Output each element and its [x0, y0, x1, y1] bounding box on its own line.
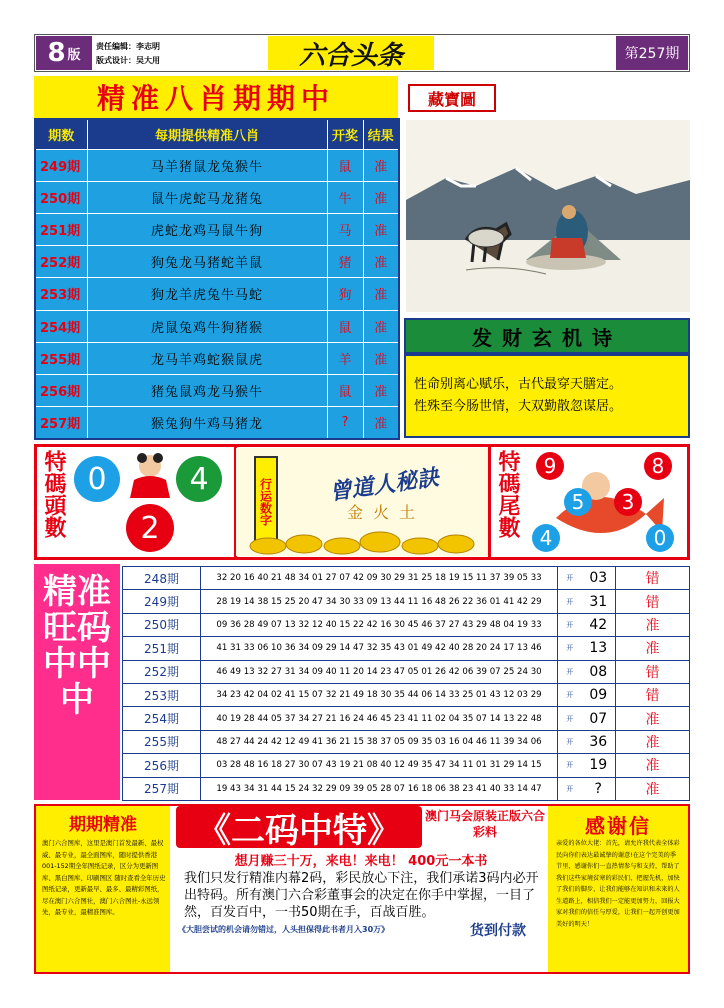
wang-ma-row: [123, 613, 690, 636]
wang-ma-draw-prefix: 开: [558, 683, 582, 706]
wang-ma-draw: 42: [582, 613, 616, 636]
wang-ma-result: 错: [616, 683, 690, 706]
edition-badge: [36, 36, 92, 70]
wang-ma-period: 248期: [123, 567, 201, 590]
wang-ma-draw-prefix: 开: [558, 590, 582, 613]
wang-ma-draw-prefix: 开: [558, 637, 582, 660]
wang-ma-numbers: 34 23 42 04 02 41 15 07 32 21 49 18 30 35 44 06 14 33 25 01 43 12 03 29: [201, 683, 558, 706]
promo-paragraph: 我们只发行精准内幕2码，彩民放心下注，我们承诺3码内必开出特码。所有澳门六合彩董事会的决定在你手中掌握，一目了然，百发百中，一书50期在手，百战百胜。: [184, 871, 539, 920]
poem-body: [404, 354, 690, 438]
wang-ma-row: [123, 567, 690, 590]
wang-ma-numbers: 48 27 44 24 42 12 49 41 36 21 15 38 37 05 09 35 03 16 04 46 11 39 34 06: [201, 730, 558, 753]
wang-ma-draw: 03: [582, 567, 616, 590]
zodiac-period: 249期: [35, 149, 87, 181]
macau-label: 澳门马会原装正版六合彩料: [424, 809, 545, 839]
thank-you-title: 感谢信: [585, 814, 651, 838]
wang-ma-numbers: 41 31 33 06 10 36 34 09 29 14 47 32 35 43 01 49 42 40 28 20 24 17 13 46: [201, 637, 558, 660]
wang-ma-result: 错: [616, 660, 690, 683]
wang-ma-row: [123, 730, 690, 753]
zodiac-list: 虎蛇龙鸡马鼠牛狗: [87, 213, 327, 245]
zodiac-row: [35, 181, 399, 213]
zodiac-list: 虎鼠兔鸡牛狗猪猴: [87, 310, 327, 342]
thank-you-text: 亲爱的各位大佬：首先，请允许我代表全体彩民向你们表达最诚挚的谢意!在这个完美的季节里，感谢你们一直热情参与和支持，帮助了我们这些家境贫寒的彩民们，把握先机，加快了我们的脚步，让我们能够在知识和未来的人生道路上，相信我们一定能更加努力，回报大家对我们的信任与厚爱，让我们一起开创更加美好的明天！: [556, 840, 680, 928]
zodiac-draw: 鼠: [327, 310, 363, 342]
wang-ma-row: [123, 637, 690, 660]
zodiac-row: [35, 310, 399, 342]
zodiac-row: [35, 246, 399, 278]
zodiac-row: [35, 375, 399, 407]
wang-ma-period: 251期: [123, 637, 201, 660]
treasure-map-picture: [406, 120, 690, 312]
zodiac-period: 251期: [35, 213, 87, 245]
wang-ma-draw-prefix: 开: [558, 777, 582, 800]
band-divider: [488, 444, 491, 560]
wang-ma-draw: 08: [582, 660, 616, 683]
wang-ma-period: 252期: [123, 660, 201, 683]
zodiac-draw: 鼠: [327, 149, 363, 181]
poem-line-1: 性命别离心赋乐，古代最穿天膳定。: [414, 377, 623, 392]
wang-ma-row: [123, 707, 690, 730]
editor-credits: [96, 40, 160, 68]
zodiac-list: 狗龙羊虎兔牛马蛇: [87, 278, 327, 310]
wang-ma-result: 准: [616, 730, 690, 753]
zodiac-list: 马羊猪鼠龙兔猴牛: [87, 149, 327, 181]
wang-ma-numbers: 19 43 34 31 44 15 24 32 29 09 39 05 28 07 16 18 06 38 23 41 40 33 14 47: [201, 777, 558, 800]
zodiac-period: 250期: [35, 181, 87, 213]
tail-ball-1: 9: [536, 452, 564, 480]
tail-numbers-title: 特碼尾數: [495, 450, 520, 538]
wang-ma-numbers: 03 28 48 16 18 27 30 07 43 19 21 08 40 12 49 35 47 34 11 01 31 29 14 15: [201, 754, 558, 777]
wang-ma-draw: 13: [582, 637, 616, 660]
zodiac-list: 狗兔龙马猪蛇羊鼠: [87, 246, 327, 278]
wang-ma-draw: 09: [582, 683, 616, 706]
wang-ma-title: 精准旺码中中中: [34, 564, 120, 800]
tail-ball-2: 8: [644, 452, 672, 480]
cash-on-delivery: 货到付款: [470, 923, 526, 939]
two-code-title: 《二码中特》: [176, 806, 422, 848]
eight-zodiac-table: [34, 118, 400, 440]
wang-ma-numbers: 09 36 28 49 07 13 32 12 40 15 22 42 16 30 45 46 37 27 43 29 48 04 19 33: [201, 613, 558, 636]
wang-ma-row: [123, 777, 690, 800]
head-numbers-title: 特碼頭數: [41, 450, 66, 538]
wang-ma-draw-prefix: 开: [558, 660, 582, 683]
wang-ma-draw-prefix: 开: [558, 567, 582, 590]
zodiac-draw: ?: [327, 407, 363, 439]
brand-title: 六合头条: [268, 36, 434, 70]
zodiac-list: 鼠牛虎蛇马龙猪兔: [87, 181, 327, 213]
wang-ma-numbers: 32 20 16 40 21 48 34 01 27 07 42 09 30 29 31 25 18 19 15 11 37 39 05 33: [201, 567, 558, 590]
col-result: 结果: [363, 119, 399, 149]
zodiac-period: 255期: [35, 342, 87, 374]
wang-ma-result: 准: [616, 754, 690, 777]
secret-title: 曾道人秘訣: [328, 465, 441, 506]
wang-ma-row: [123, 590, 690, 613]
edition-number: 8: [47, 38, 66, 68]
zodiac-result: 准: [363, 149, 399, 181]
wang-ma-period: 249期: [123, 590, 201, 613]
left-info-title: 期期精准: [69, 815, 137, 835]
edition-unit: 版: [67, 47, 81, 63]
wang-ma-draw-prefix: 开: [558, 754, 582, 777]
zodiac-draw: 猪: [327, 246, 363, 278]
zodiac-draw: 羊: [327, 342, 363, 374]
tail-ball-3: 5: [564, 488, 592, 516]
wang-ma-result: 准: [616, 777, 690, 800]
poem-line-2: 性殊至今肠世情，大双勤散忽谋居。: [414, 399, 623, 414]
child-mascot-icon: [120, 450, 180, 500]
wang-ma-result: 准: [616, 613, 690, 636]
tail-ball-4: 3: [614, 488, 642, 516]
wang-ma-numbers: 40 19 28 44 05 37 34 27 21 16 24 46 45 23 41 11 02 04 35 07 14 13 22 48: [201, 707, 558, 730]
wang-ma-draw: ?: [582, 777, 616, 800]
zodiac-result: 准: [363, 278, 399, 310]
wang-ma-row: [123, 660, 690, 683]
wang-ma-draw-prefix: 开: [558, 707, 582, 730]
wang-ma-table: [122, 566, 690, 801]
wang-ma-period: 254期: [123, 707, 201, 730]
zodiac-row: [35, 278, 399, 310]
wang-ma-period: 253期: [123, 683, 201, 706]
zodiac-list: 猪兔鼠鸡龙马猴牛: [87, 375, 327, 407]
zodiac-row: [35, 342, 399, 374]
wang-ma-draw: 36: [582, 730, 616, 753]
zodiac-row: [35, 149, 399, 181]
wang-ma-numbers: 28 19 14 38 15 25 20 47 34 30 33 09 13 44 11 16 48 26 22 36 01 41 42 29: [201, 590, 558, 613]
wang-ma-draw: 31: [582, 590, 616, 613]
zodiac-result: 准: [363, 342, 399, 374]
wang-ma-draw: 19: [582, 754, 616, 777]
poem-title: 发财玄机诗: [404, 318, 690, 354]
wang-ma-draw-prefix: 开: [558, 730, 582, 753]
designer-line: 版式设计：吴大用: [96, 56, 160, 65]
zodiac-row: [35, 213, 399, 245]
treasure-map-label: 藏寶圖: [408, 84, 496, 112]
zodiac-list: 龙马羊鸡蛇猴鼠虎: [87, 342, 327, 374]
gold-ingots-icon: [244, 522, 480, 556]
zodiac-period: 256期: [35, 375, 87, 407]
zodiac-draw: 马: [327, 213, 363, 245]
zodiac-result: 准: [363, 407, 399, 439]
wang-ma-period: 257期: [123, 777, 201, 800]
tail-ball-5: 4: [532, 524, 560, 552]
left-info-text: 澳门六合图库，这里是澳门首发最新、最权威、最专业，最全面图库，随时提供香港001-152期全年图纸记录，区分为更新图库、黑白图库、印刷图区 随时查看全年历史图纸记录，更新最早、最多、最精彩图纸，尽在澳门六合图社，澳门六合图社-永远领先，最专业，最精准图库。: [42, 839, 166, 916]
col-draw: 开奖: [327, 119, 363, 149]
wang-ma-draw-prefix: 开: [558, 613, 582, 636]
zodiac-period: 252期: [35, 246, 87, 278]
wang-ma-result: 准: [616, 637, 690, 660]
col-period: 期数: [35, 119, 87, 149]
editor-line: 责任编辑：李志明: [96, 42, 160, 51]
wang-ma-row: [123, 754, 690, 777]
wang-ma-row: [123, 683, 690, 706]
sales-slogan: 想月赚三十万，来电！来电！ 400元一本书: [234, 854, 488, 869]
zodiac-list: 猴兔狗牛鸡马猪龙: [87, 407, 327, 439]
zodiac-draw: 牛: [327, 181, 363, 213]
zodiac-result: 准: [363, 246, 399, 278]
wang-ma-numbers: 46 49 13 32 27 31 34 09 40 11 20 14 23 47 05 01 26 42 06 39 07 25 24 30: [201, 660, 558, 683]
lucky-number-badge: 行运数字: [254, 456, 278, 548]
zodiac-period: 253期: [35, 278, 87, 310]
wang-ma-result: 错: [616, 567, 690, 590]
head-ball-3: 2: [126, 504, 174, 552]
secret-elements: 金火土: [346, 503, 425, 522]
head-ball-2: 4: [176, 456, 222, 502]
wang-ma-period: 250期: [123, 613, 201, 636]
wang-ma-period: 255期: [123, 730, 201, 753]
landscape-illustration: [406, 120, 690, 312]
zodiac-period: 254期: [35, 310, 87, 342]
wang-ma-result: 错: [616, 590, 690, 613]
zodiac-row: [35, 407, 399, 439]
zodiac-draw: 鼠: [327, 375, 363, 407]
zodiac-draw: 狗: [327, 278, 363, 310]
zodiac-period: 257期: [35, 407, 87, 439]
wang-ma-result: 准: [616, 707, 690, 730]
head-ball-1: 0: [74, 456, 120, 502]
eight-zodiac-title: 精准八肖期期中: [34, 76, 398, 118]
zodiac-result: 准: [363, 375, 399, 407]
issue-number: 第257期: [616, 36, 688, 70]
zodiac-result: 准: [363, 181, 399, 213]
tail-ball-6: 0: [646, 524, 674, 552]
wang-ma-draw: 07: [582, 707, 616, 730]
zodiac-result: 准: [363, 310, 399, 342]
zodiac-result: 准: [363, 213, 399, 245]
guarantee-note: 《大胆尝试的机会请勿错过，人头担保得此书者月入30万》: [178, 925, 390, 934]
wang-ma-period: 256期: [123, 754, 201, 777]
col-zodiacs: 每期提供精准八肖: [87, 119, 327, 149]
